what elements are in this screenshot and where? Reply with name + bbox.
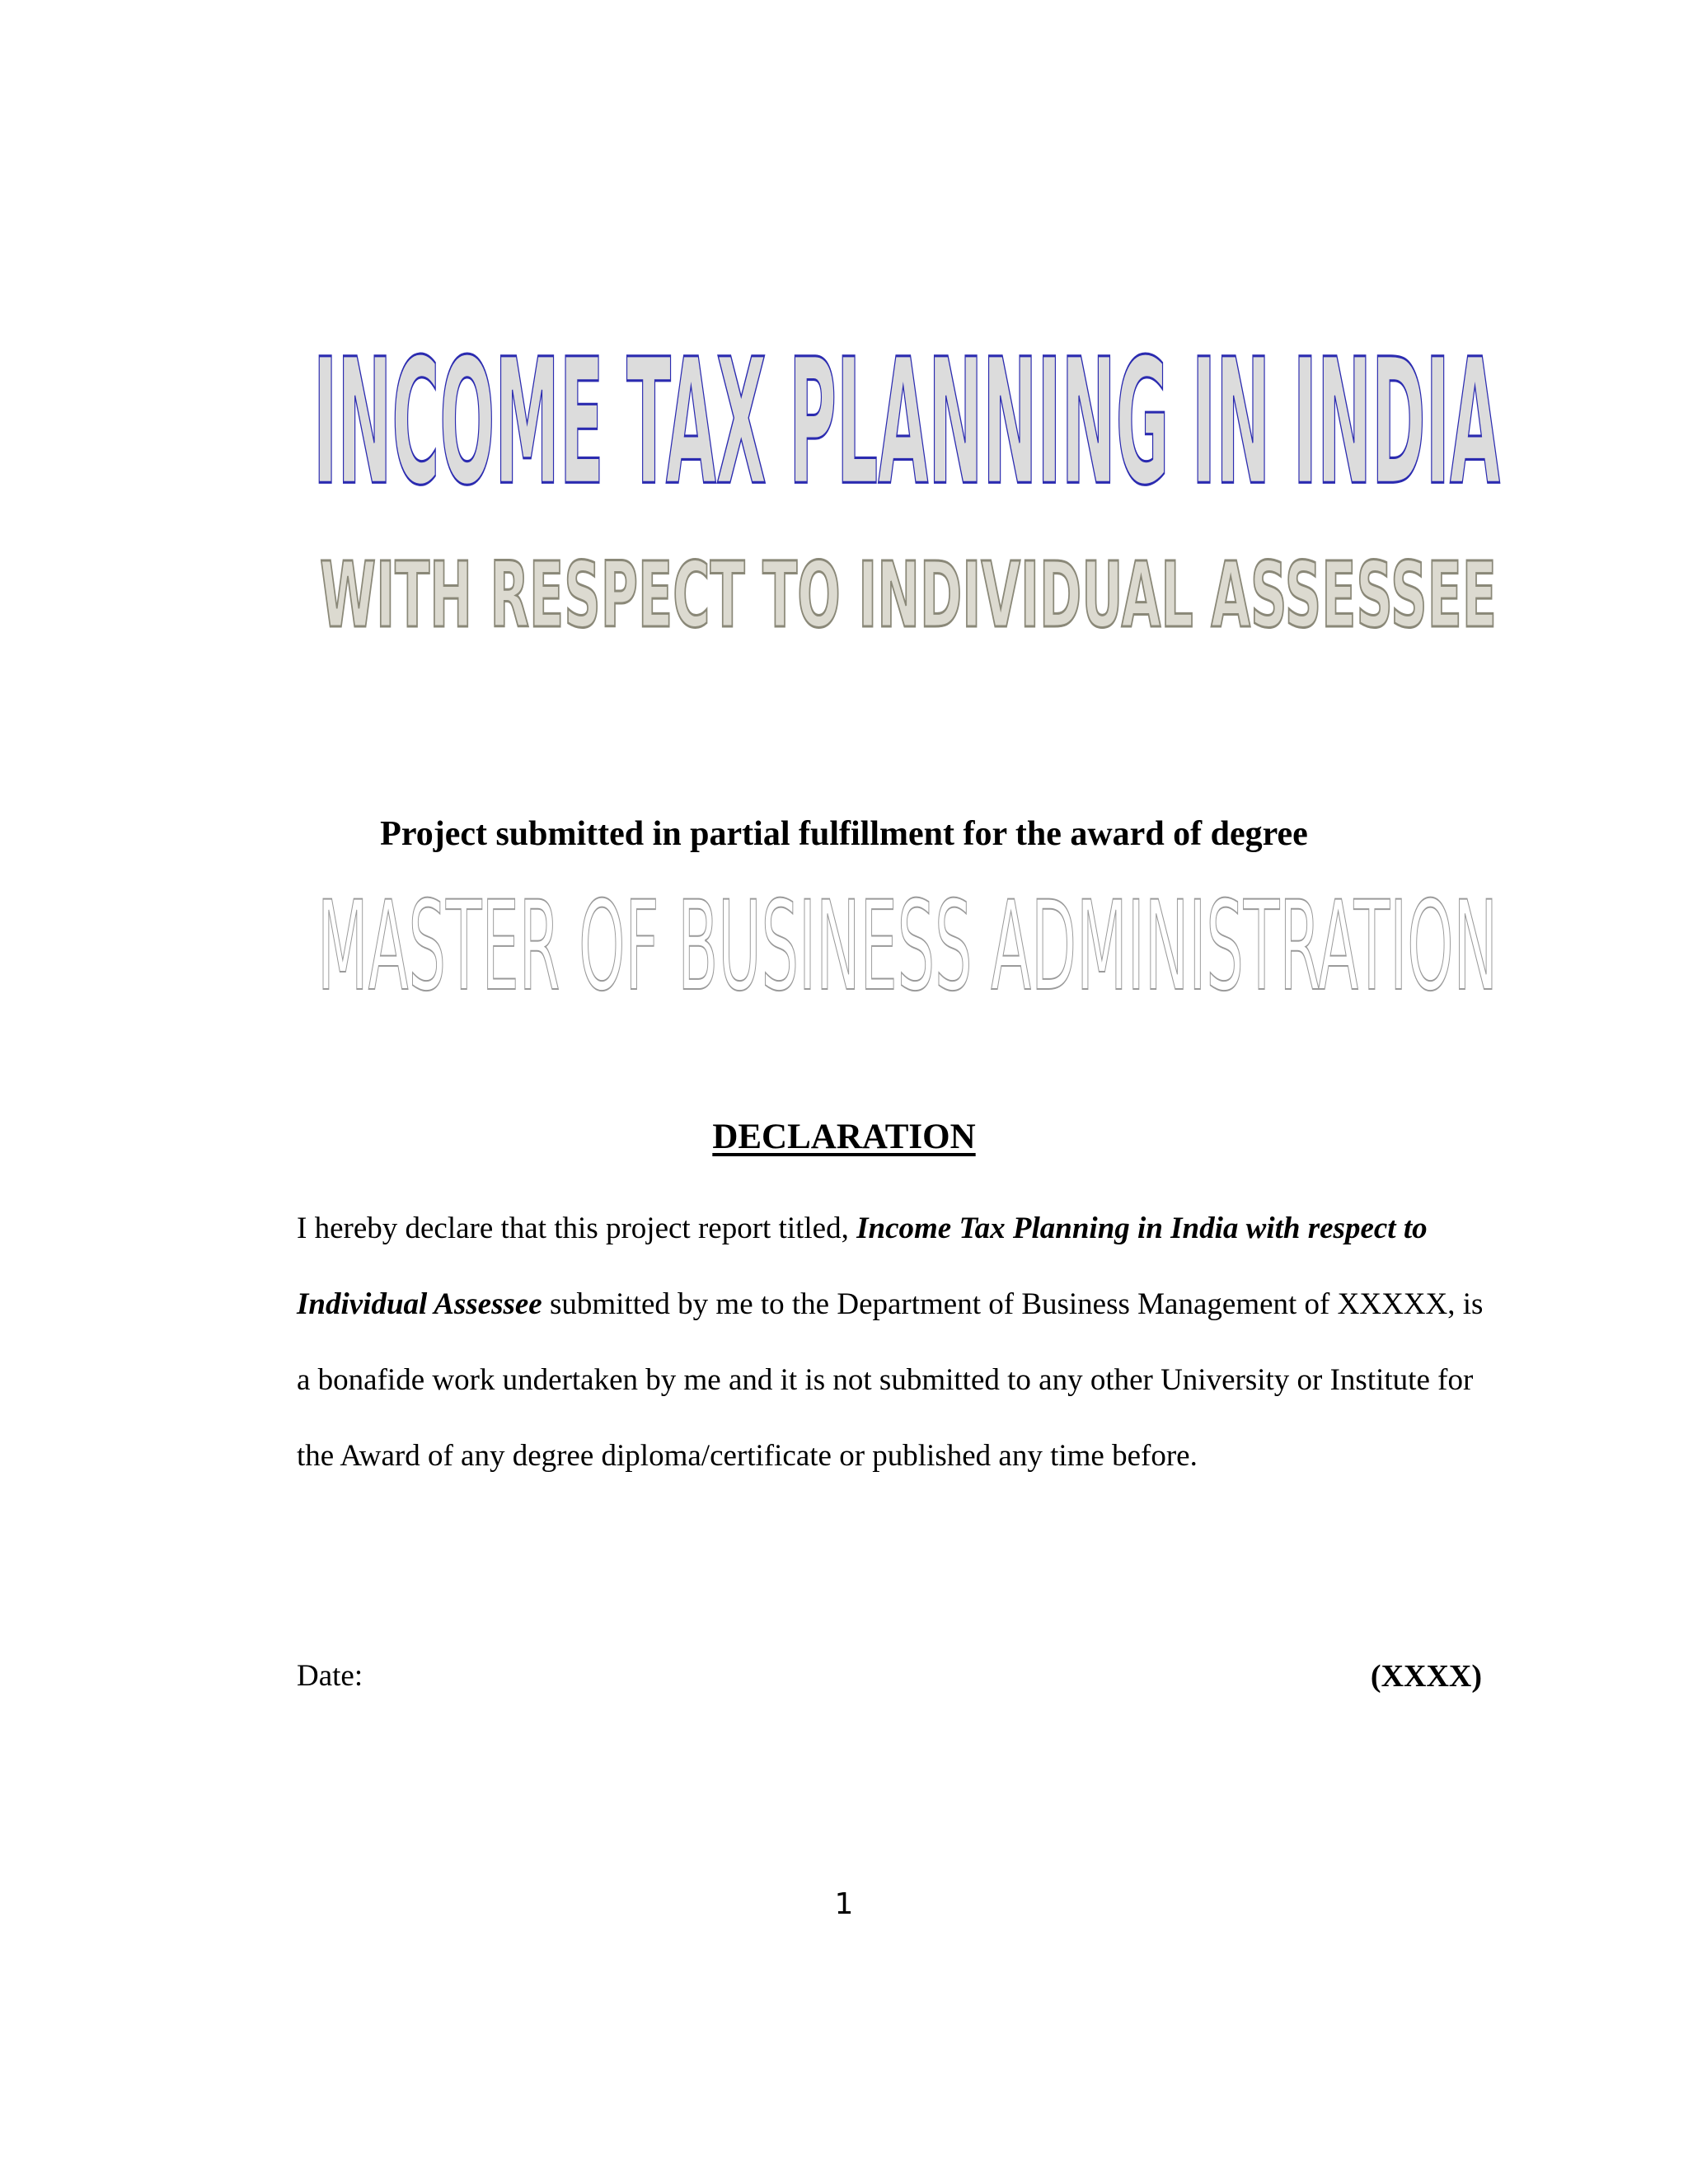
page-number: 1 [834,1887,854,1921]
degree-wordart [317,875,1498,1019]
sub-title-wordart [320,542,1497,648]
submission-line: Project submitted in partial fulfillment for the award of degree [380,815,1308,853]
declaration-body [297,1191,1492,1494]
degree-title: MASTER OF BUSINESS ADMINISTRATION [317,875,1498,1019]
declaration-intro: I hereby declare that this project report titled, [297,1212,857,1245]
declaration-heading: DECLARATION [712,1118,976,1156]
signature-name: (XXXX) [1370,1659,1482,1694]
declaration-project-title: Income Tax Planning in India with respect to Individual Assessee [297,1212,1428,1321]
main-title: INCOME TAX PLANNING IN INDIA [313,321,1500,524]
sub-title: WITH RESPECT TO INDIVIDUAL ASSESSEE [320,542,1497,648]
declaration-rest: submitted by me to the Department of Business Management of XXXXX, is a bonafide work undertaken by me and it is not submitted to any other University or Institute for the Award of any degree diploma/certificate or published any time before. [297,1287,1484,1473]
date-label: Date: [297,1659,363,1693]
main-title-wordart [313,321,1500,527]
